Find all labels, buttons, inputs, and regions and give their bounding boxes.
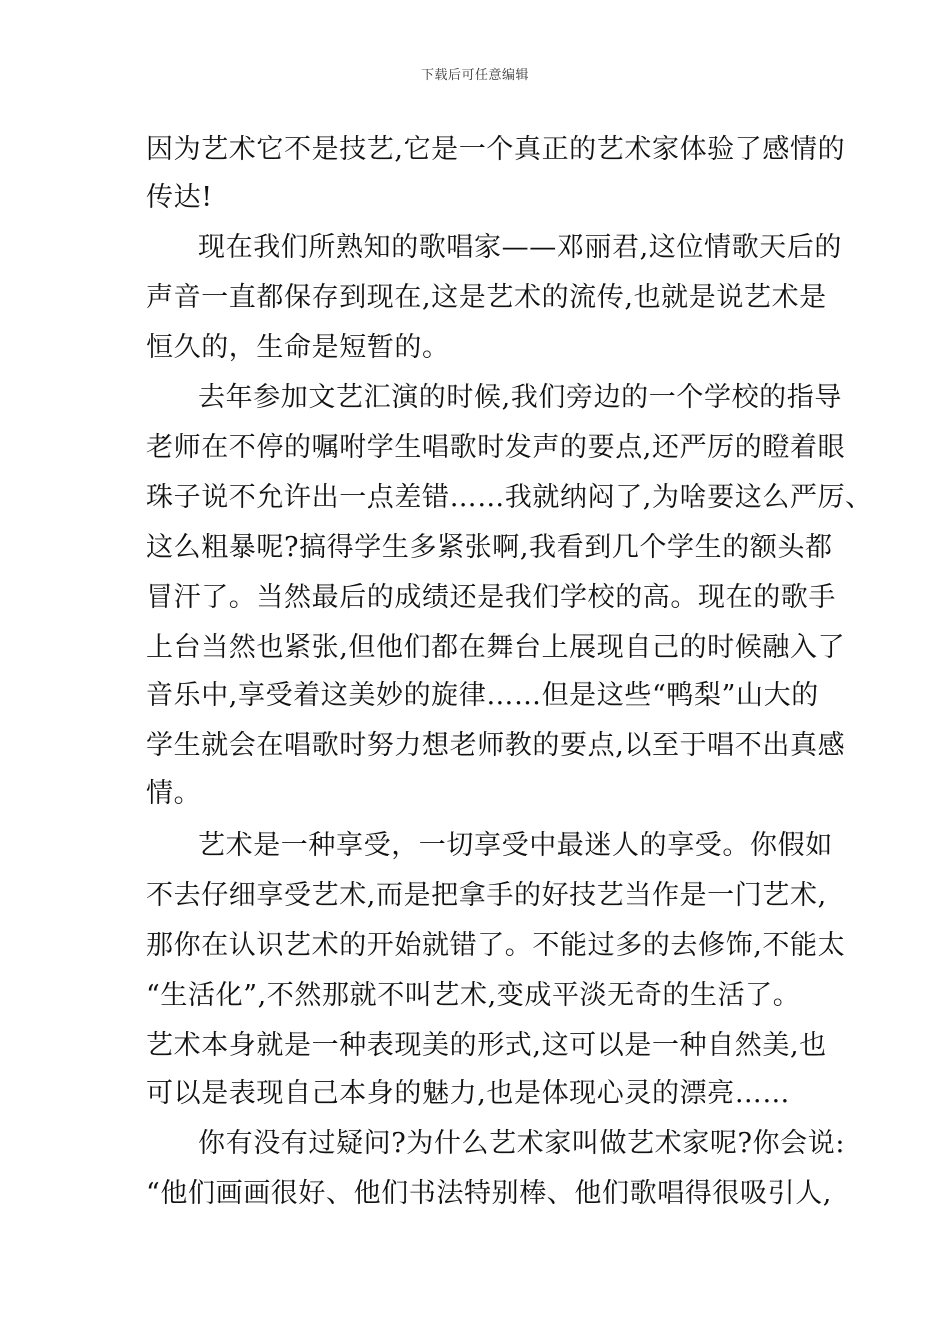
text-line: 冒汗了。当然最后的成绩还是我们学校的高。现在的歌手 <box>146 582 836 613</box>
text-line: 艺术本身就是一种表现美的形式,这可以是一种自然美,也 <box>146 1030 827 1061</box>
text-line: 老师在不停的嘱咐学生唱歌时发声的要点,还严厉的瞪着眼 <box>146 432 846 463</box>
paragraph-first-line: 你有没有过疑问?为什么艺术家叫做艺术家呢?你会说: <box>198 1128 846 1159</box>
paragraph-first-line: 现在我们所熟知的歌唱家——邓丽君,这位情歌天后的 <box>198 232 842 263</box>
paragraph-first-line: 艺术是一种享受，一切享受中最迷人的享受。你假如 <box>198 830 833 861</box>
text-line: 音乐中,享受着这美妙的旋律……但是这些“鸭梨”山大的 <box>146 680 819 711</box>
text-line: 上台当然也紧张,但他们都在舞台上展现自己的时候融入了 <box>146 632 846 663</box>
text-line: 声音一直都保存到现在,这是艺术的流传,也就是说艺术是 <box>146 282 827 313</box>
text-line: “生活化”,不然那就不叫艺术,变成平淡无奇的生活了。 <box>146 980 801 1011</box>
paragraph-first-line: 去年参加文艺汇演的时候,我们旁边的一个学校的指导 <box>198 382 842 413</box>
text-line: “他们画画很好、他们书法特别棒、他们歌唱得很吸引人, <box>146 1178 832 1209</box>
text-line: 珠子说不允许出一点差错……我就纳闷了,为啥要这么严厉、 <box>146 482 873 513</box>
text-line: 因为艺术它不是技艺,它是一个真正的艺术家体验了感情的 <box>146 134 846 165</box>
text-line: 恒久的，生命是短暂的。 <box>146 332 450 363</box>
text-line: 不去仔细享受艺术,而是把拿手的好技艺当作是一门艺术, <box>146 880 827 911</box>
text-line: 那你在认识艺术的开始就错了。不能过多的去修饰,不能太 <box>146 930 846 961</box>
text-line: 传达! <box>146 182 213 213</box>
page-header-note: 下载后可任意编辑 <box>420 68 529 83</box>
text-line: 可以是表现自己本身的魅力,也是体现心灵的漂亮…… <box>146 1078 790 1109</box>
text-line: 这么粗暴呢?搞得学生多紧张啊,我看到几个学生的额头都 <box>146 532 833 563</box>
text-line: 学生就会在唱歌时努力想老师教的要点,以至于唱不出真感 <box>146 730 846 761</box>
text-line: 情。 <box>146 778 202 809</box>
